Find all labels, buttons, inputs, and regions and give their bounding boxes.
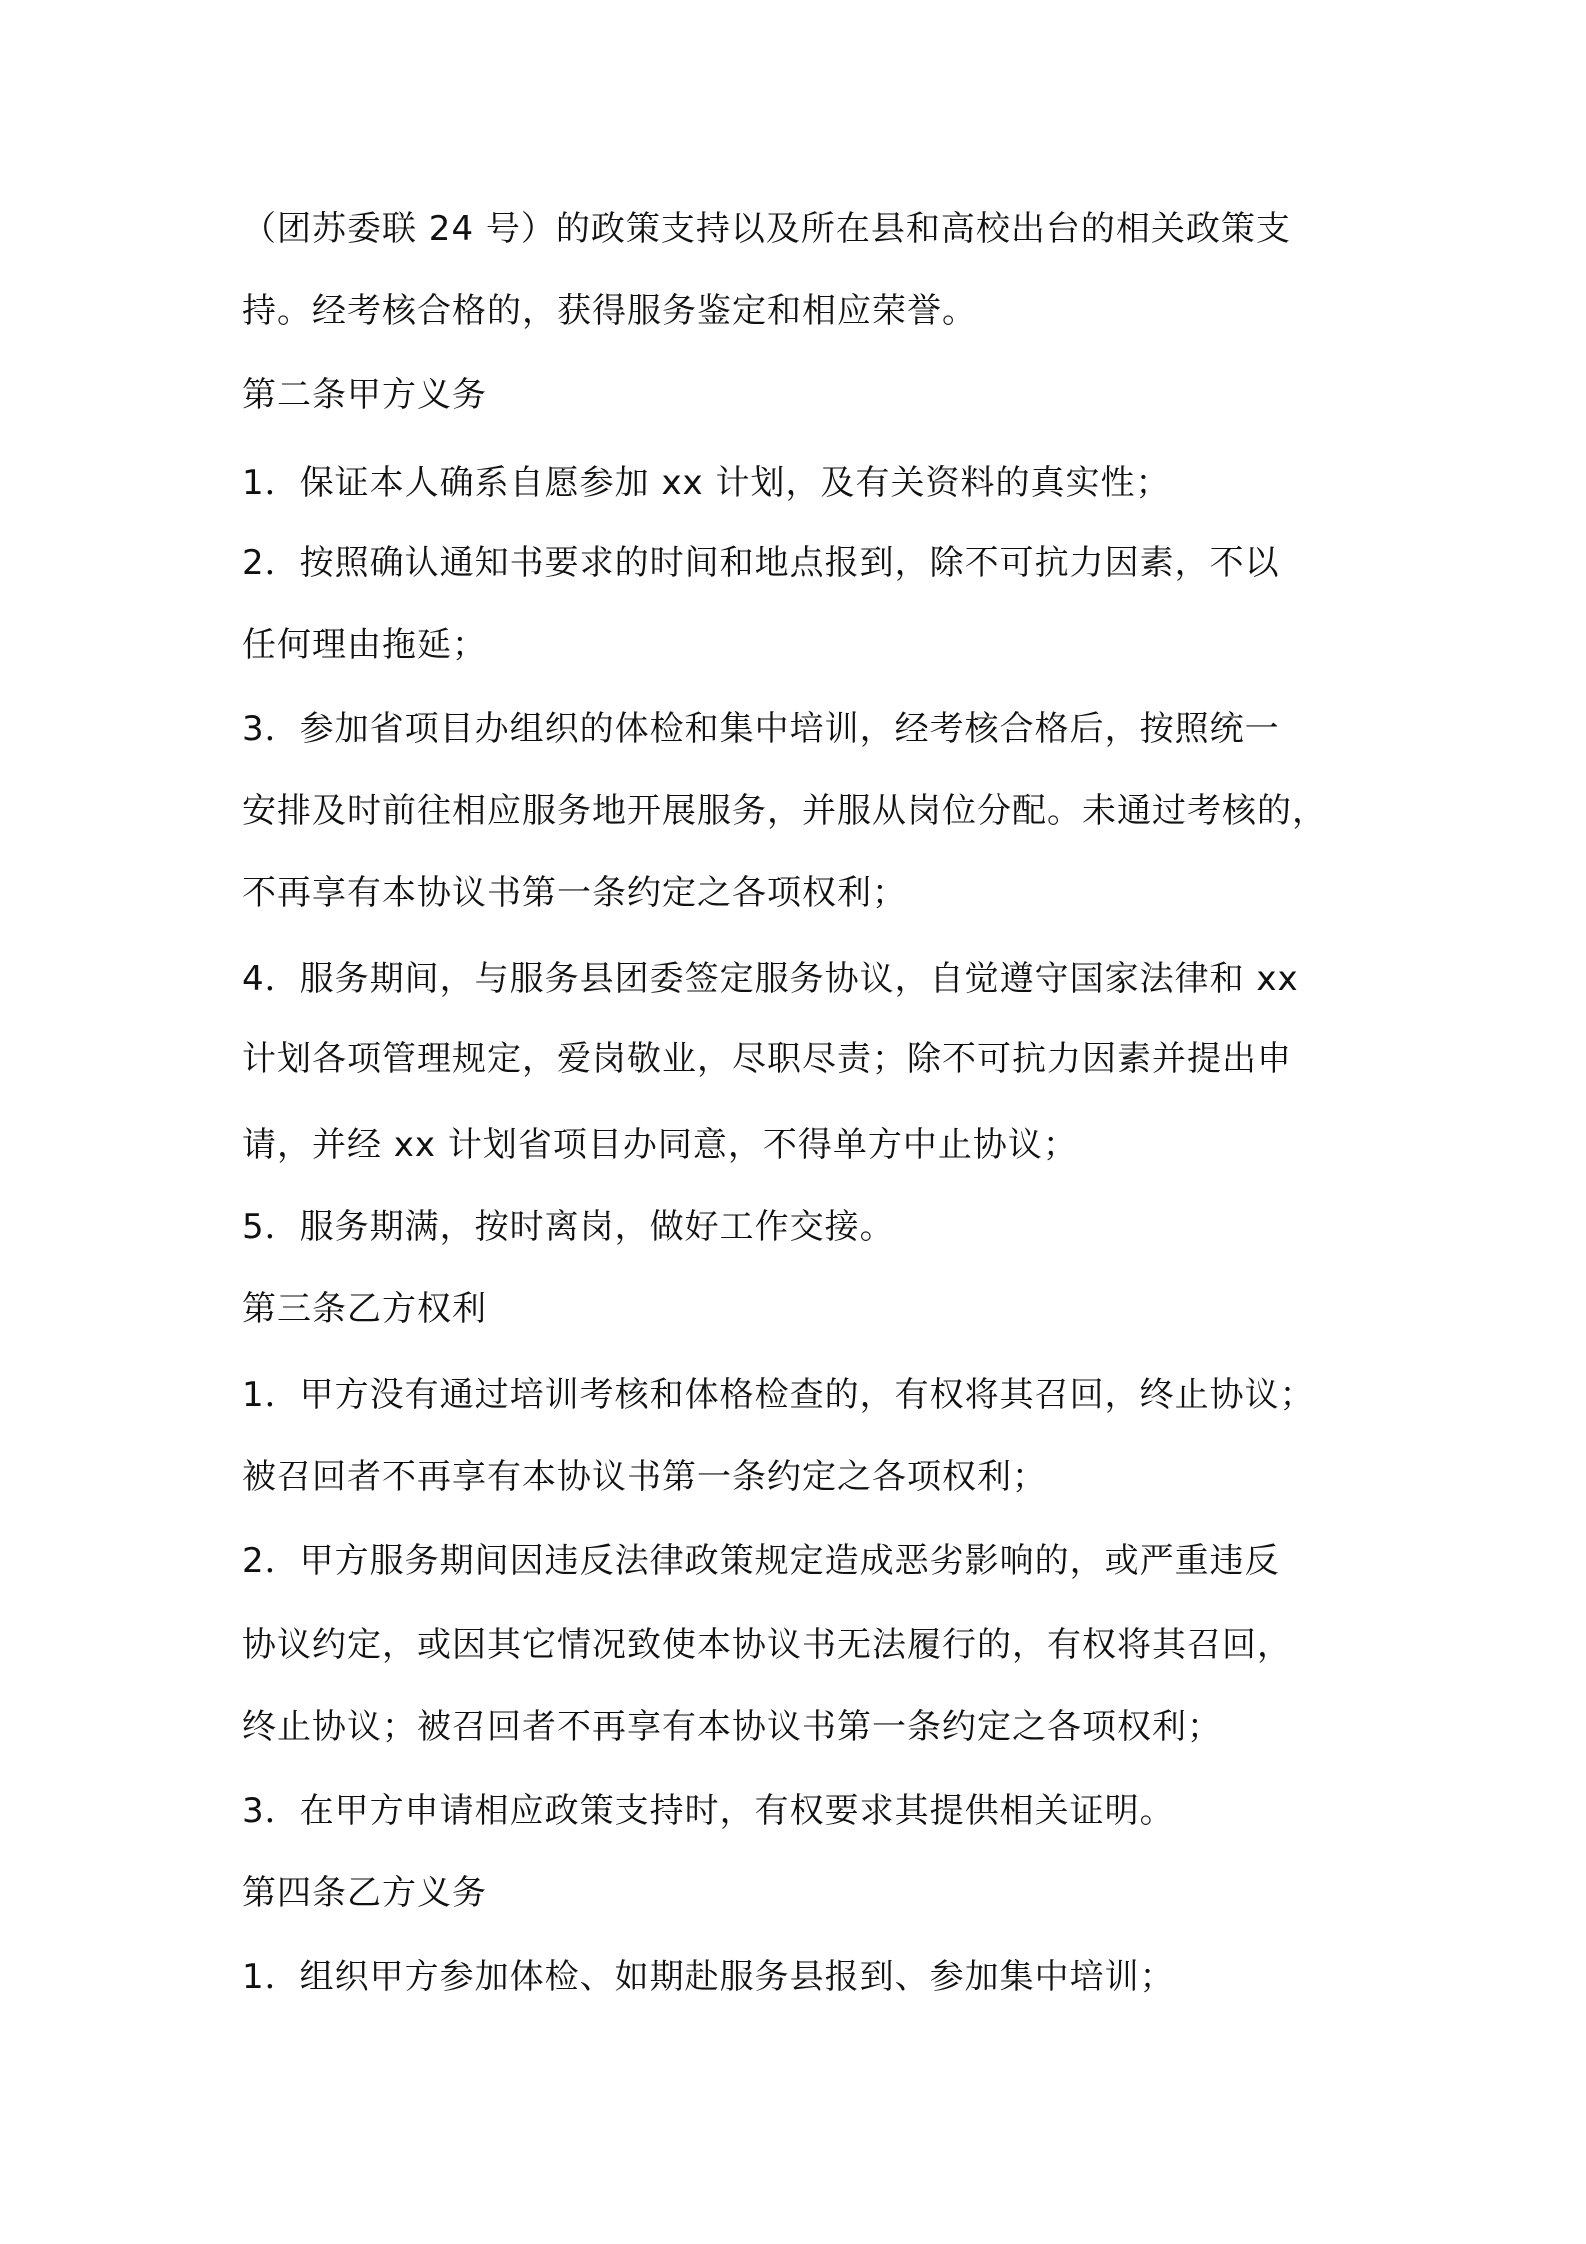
list-item: 1．甲方没有通过培训考核和体格检查的，有权将其召回，终止协议； xyxy=(242,1375,1315,1415)
text-line: 安排及时前往相应服务地开展服务，并服从岗位分配。未通过考核的， xyxy=(242,791,1327,831)
list-item: 3．参加省项目办组织的体检和集中培训，经考核合格后，按照统一 xyxy=(242,709,1280,749)
text-line: 任何理由拖延； xyxy=(242,625,487,665)
section-heading: 第二条甲方义务 xyxy=(242,375,487,415)
text-line: 协议约定，或因其它情况致使本协议书无法履行的，有权将其召回， xyxy=(242,1625,1292,1665)
text-line: 持。经考核合格的，获得服务鉴定和相应荣誉。 xyxy=(242,291,977,331)
list-item: 2．按照确认通知书要求的时间和地点报到，除不可抗力因素，不以 xyxy=(242,543,1280,583)
list-item: 2．甲方服务期间因违反法律政策规定造成恶劣影响的，或严重违反 xyxy=(242,1541,1280,1581)
text-line: 请，并经 xx 计划省项目办同意，不得单方中止协议； xyxy=(242,1125,1078,1165)
text-line: 终止协议；被召回者不再享有本协议书第一条约定之各项权利； xyxy=(242,1707,1222,1747)
section-heading: 第四条乙方义务 xyxy=(242,1873,487,1913)
section-heading: 第三条乙方权利 xyxy=(242,1289,487,1329)
text-line: 不再享有本协议书第一条约定之各项权利； xyxy=(242,873,907,913)
list-item: 1．保证本人确系自愿参加 xx 计划，及有关资料的真实性； xyxy=(242,463,1171,503)
text-line: 计划各项管理规定，爱岗敬业，尽职尽责；除不可抗力因素并提出申 xyxy=(242,1039,1292,1079)
list-item: 1．组织甲方参加体检、如期赴服务县报到、参加集中培训； xyxy=(242,1957,1175,1997)
text-line: （团苏委联 24 号）的政策支持以及所在县和高校出台的相关政策支 xyxy=(242,209,1291,249)
list-item: 4．服务期间，与服务县团委签定服务协议，自觉遵守国家法律和 xx xyxy=(242,959,1299,999)
list-item: 3．在甲方申请相应政策支持时，有权要求其提供相关证明。 xyxy=(242,1791,1175,1831)
list-item: 5．服务期满，按时离岗，做好工作交接。 xyxy=(242,1207,895,1247)
text-line: 被召回者不再享有本协议书第一条约定之各项权利； xyxy=(242,1457,1047,1497)
